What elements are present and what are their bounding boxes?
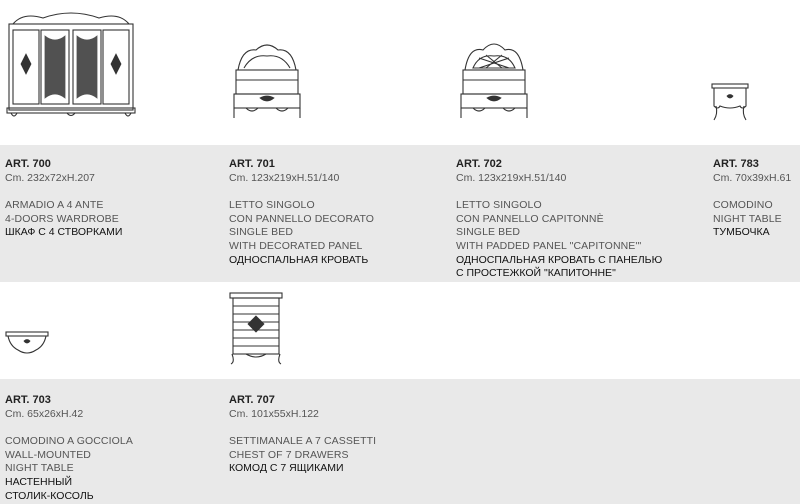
russian-description: ОДНОСПАЛЬНАЯ КРОВАТЬ xyxy=(229,253,369,266)
product-art-707 xyxy=(229,394,376,476)
dimensions: Cm. 70x39xH.61 xyxy=(713,171,792,184)
capitonne-bed-icon xyxy=(453,38,535,122)
russian-description: С ПРОСТЕЖКОЙ "КАПИТОННЕ" xyxy=(456,267,616,280)
description-line: SINGLE BED xyxy=(229,226,294,239)
russian-description: ТУМБОЧКА xyxy=(713,226,770,239)
description-line: ARMADIO A 4 ANTE xyxy=(5,199,104,212)
dimensions: Cm. 123x219xH.51/140 xyxy=(229,171,340,184)
russian-description: ШКАФ С 4 СТВОРКАМИ xyxy=(5,226,123,239)
art-number: ART. 700 xyxy=(5,158,51,170)
art-number: ART. 701 xyxy=(229,158,275,170)
description-line: NIGHT TABLE xyxy=(5,462,74,475)
art-number: ART. 703 xyxy=(5,394,51,406)
description-line: COMODINO xyxy=(713,199,773,212)
dimensions: Cm. 123x219xH.51/140 xyxy=(456,171,567,184)
dimensions: Cm. 65x26xH.42 xyxy=(5,407,84,420)
description-line: CON PANNELLO CAPITONNÈ xyxy=(456,212,604,225)
dimensions: Cm. 101x55xH.122 xyxy=(229,407,319,420)
art-number: ART. 702 xyxy=(456,158,502,170)
art-number: ART. 707 xyxy=(229,394,275,406)
art-number: ART. 783 xyxy=(713,158,759,170)
chest-of-drawers-icon xyxy=(226,290,286,366)
description-line: LETTO SINGOLO xyxy=(229,199,315,212)
wall-console-icon xyxy=(4,328,50,358)
product-art-700 xyxy=(5,158,122,240)
description-line: WITH PADDED PANEL "CAPITONNE'" xyxy=(456,239,642,252)
description-line: WITH DECORATED PANEL xyxy=(229,239,363,252)
product-art-783 xyxy=(713,158,791,240)
description-line: LETTO SINGOLO xyxy=(456,199,542,212)
russian-description: ОДНОСПАЛЬНАЯ КРОВАТЬ С ПАНЕЛЬЮ xyxy=(456,253,663,266)
dimensions: Cm. 232x72xH.207 xyxy=(5,171,95,184)
description-line: 4-DOORS WARDROBE xyxy=(5,212,119,225)
description-line: WALL-MOUNTED xyxy=(5,448,91,461)
description-line: NIGHT TABLE xyxy=(713,212,782,225)
description-line: COMODINO A GOCCIOLA xyxy=(5,435,133,448)
description-line: CHEST OF 7 DRAWERS xyxy=(229,448,349,461)
description-line: CON PANNELLO DECORATO xyxy=(229,212,375,225)
decorated-bed-icon xyxy=(226,40,308,122)
product-art-703 xyxy=(5,394,133,503)
product-art-702 xyxy=(456,158,662,281)
russian-description: КОМОД С 7 ЯЩИКАМИ xyxy=(229,462,344,475)
night-table-icon xyxy=(708,80,752,124)
product-art-701 xyxy=(229,158,374,267)
description-line: SINGLE BED xyxy=(456,226,521,239)
russian-description: СТОЛИК-КОСОЛЬ xyxy=(5,489,94,502)
description-line: SETTIMANALE A 7 CASSETTI xyxy=(229,435,377,448)
wardrobe-icon xyxy=(3,8,139,122)
russian-description: НАСТЕННЫЙ xyxy=(5,475,73,488)
